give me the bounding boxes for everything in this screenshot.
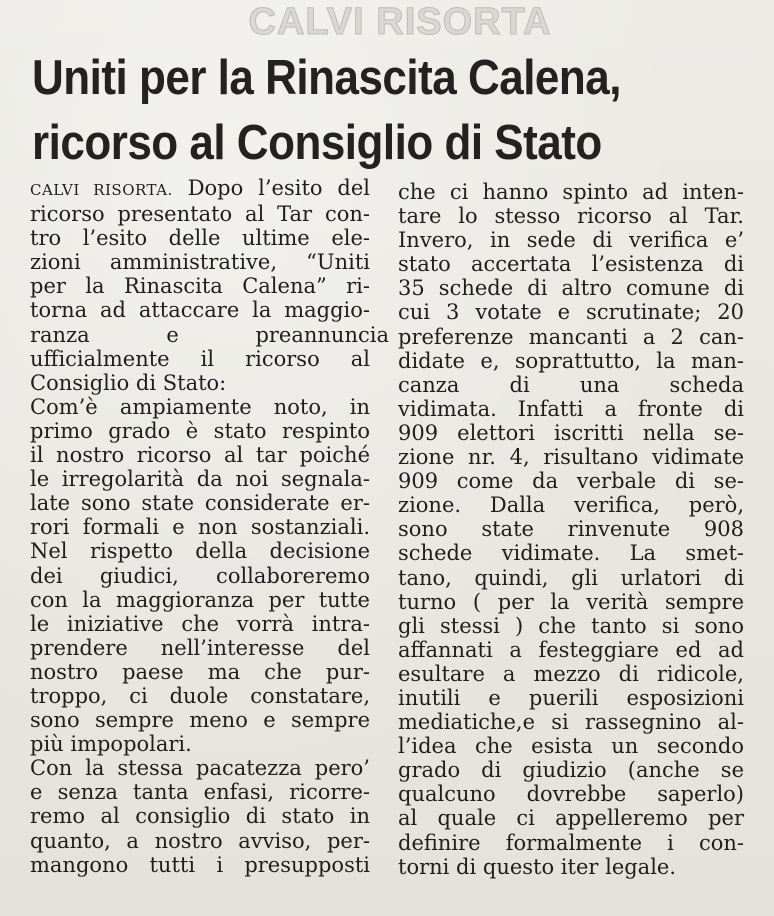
body-line: dei giudici, collaboreremo — [30, 563, 370, 588]
body-line: primo grado è stato respinto — [30, 418, 370, 443]
headline-line-2: ricorso al Consiglio di Stato — [32, 115, 602, 171]
body-line: tare lo stesso ricorso al Tar. — [398, 204, 744, 229]
body-line: nostro paese ma che pur- — [30, 659, 370, 684]
body-line: CALVI RISORTA. Dopo l’esito del — [30, 176, 370, 200]
body-line: 909 come da verbale di se- — [398, 469, 744, 494]
body-line: 909 elettori iscritti nella se- — [398, 420, 744, 445]
body-line: turno ( per la verità sempre — [398, 589, 744, 614]
body-line: ufficialmente il ricorso al — [30, 346, 370, 371]
article-column-left — [30, 176, 389, 877]
body-line: vidimata. Infatti a fronte di — [398, 396, 744, 421]
dateline: CALVI RISORTA. — [30, 181, 173, 199]
body-line: zione. Dalla verifica, però, — [398, 493, 744, 518]
body-line: l’idea che esista un secondo — [398, 734, 744, 759]
section-kicker: CALVI RISORTA — [248, 1, 552, 43]
body-line: gli stessi ) che tanto si sono — [398, 613, 744, 638]
body-line: Nel rispetto della decisione — [30, 539, 370, 564]
body-line: Com’è ampiamente noto, in — [30, 394, 370, 419]
body-line: Con la stessa pacatezza pero’ — [30, 756, 370, 781]
body-line: quanto, a nostro avviso, per- — [30, 828, 370, 853]
body-line: al quale ci appelleremo per — [398, 806, 744, 831]
body-line: remo al consiglio di stato in — [30, 804, 370, 829]
body-line: zioni amministrative, “Uniti — [30, 250, 370, 275]
body-line: Invero, in sede di verifica e’ — [398, 228, 744, 253]
body-line: le irregolarità da noi segnala- — [30, 467, 370, 492]
body-line: con la maggioranza per tutte — [30, 587, 370, 612]
body-line: rori formali e non sostanziali. — [30, 515, 370, 540]
body-line: 35 schede di altro comune di — [398, 276, 744, 301]
body-line: zione nr. 4, risultano vidimate — [398, 445, 744, 470]
headline-line-1: Uniti per la Rinascita Calena, — [32, 50, 621, 106]
body-line: preferenze mancanti a 2 can- — [398, 324, 744, 349]
body-line: per la Rinascita Calena” ri- — [30, 274, 370, 299]
body-line: definire formalmente i con- — [398, 830, 744, 855]
body-line: esultare a mezzo di ridicole, — [398, 661, 744, 686]
body-line: e senza tanta enfasi, ricorre- — [30, 780, 370, 805]
article-headline — [32, 46, 752, 176]
body-line: didate e, soprattutto, la man- — [398, 348, 744, 373]
body-line: tro l’esito delle ultime ele- — [30, 226, 370, 251]
body-line: le iniziative che vorrà intra- — [30, 611, 370, 636]
body-line: cui 3 votate e scrutinate; 20 — [398, 300, 744, 325]
body-line: troppo, ci duole constatare, — [30, 683, 370, 708]
body-line: il nostro ricorso al tar poiché — [30, 443, 370, 468]
body-line: sono sempre meno e sempre — [30, 708, 370, 733]
body-line: stato accertata l’esistenza di — [398, 252, 744, 277]
body-line: late sono state considerate er- — [30, 491, 370, 516]
body-line: che ci hanno spinto ad inten- — [398, 180, 744, 204]
body-line: sono state rinvenute 908 — [398, 517, 744, 542]
body-line: affannati a festeggiare ed ad — [398, 637, 744, 662]
body-line: prendere nell’interesse del — [30, 635, 370, 660]
article-column-right — [398, 180, 744, 879]
body-line: qualcuno dovrebbe saperlo) — [398, 782, 744, 807]
body-line: mediatiche,e si rassegnino al- — [398, 710, 744, 735]
body-line: inutili e puerili esposizioni — [398, 685, 744, 710]
body-line: schede vidimate. La smet- — [398, 541, 744, 566]
body-line: mangono tutti i presupposti — [30, 852, 370, 877]
body-line: più impopolari. — [30, 732, 192, 757]
body-line: ricorso presentato al Tar con- — [30, 202, 370, 227]
body-line: canza di una scheda — [398, 372, 744, 397]
body-line: ranza e preannuncia — [30, 322, 389, 347]
body-line: torni di questo iter legale. — [398, 854, 677, 879]
body-line: tano, quindi, gli urlatori di — [398, 565, 744, 590]
body-line: Consiglio di Stato: — [30, 370, 227, 395]
body-line: torna ad attaccare la maggio- — [30, 298, 370, 323]
body-line: grado di giudizio (anche se — [398, 758, 744, 783]
